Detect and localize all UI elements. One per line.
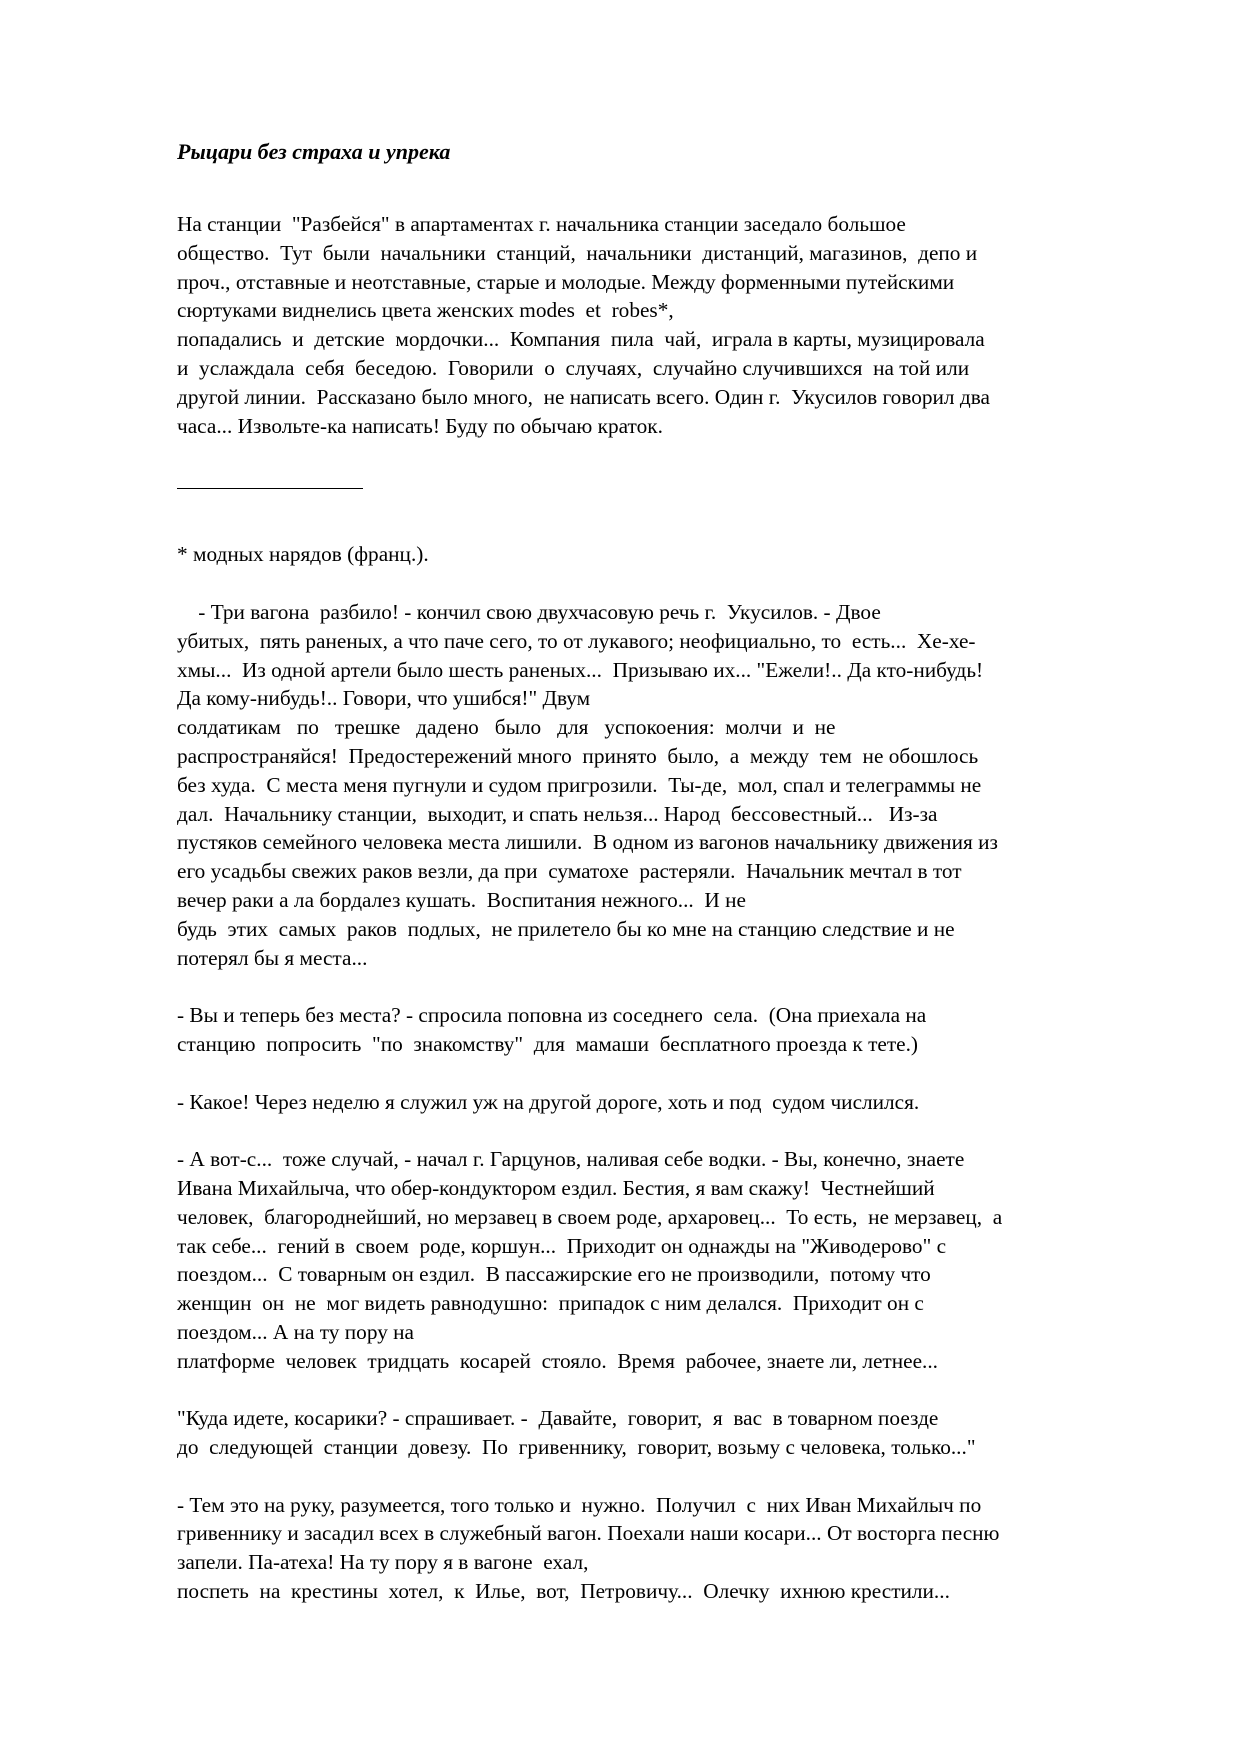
text-line: поездом... С товарным он ездил. В пассажирские его не производили, потому что [177, 1262, 931, 1287]
spacer [177, 505, 1167, 540]
text-line: - Вы и теперь без места? - спросила поповна из соседнего села. (Она приехала на [177, 1003, 927, 1028]
spacer [177, 972, 1167, 1001]
text-line: попадались и детские мордочки... Компания пила чай, играла в карты, музицировала [177, 327, 985, 352]
text-line: платформе человек тридцать косарей стояло. Время рабочее, знаете ли, летнее... [177, 1348, 938, 1373]
text-line: "Куда идете, косарики? - спрашивает. - Давайте, говорит, я вас в товарном поезде [177, 1406, 939, 1431]
text-line: поездом... А на ту пору на [177, 1319, 415, 1344]
text-line: и услаждала себя беседою. Говорили о случаях, случайно случившихся на той или [177, 355, 970, 380]
text-line: хмы... Из одной артели было шесть раненых... Призываю их... "Ежели!.. Да кто-нибудь! [177, 657, 984, 682]
text-line: так себе... гений в своем роде, коршун... Приходит он однажды на "Живодерово" с [177, 1233, 947, 1258]
spacer [177, 569, 1167, 598]
footnote: * модных нарядов (франц.). [177, 542, 429, 567]
text-line: - Тем это на руку, разумеется, того только и нужно. Получил с них Иван Михайлыч по [177, 1492, 982, 1517]
paragraph-ivan [177, 1491, 1167, 1606]
text-line: запели. Па-атеха! На ту пору я в вагоне ехал, [177, 1550, 589, 1575]
paragraph-ukusilov [177, 598, 1167, 972]
spacer [177, 1462, 1167, 1491]
spacer [177, 1375, 1167, 1404]
paragraph-reply [177, 1088, 1167, 1117]
text-line: пустяков семейного человека места лишили. В одном из вагонов начальнику движения из [177, 830, 998, 855]
text-line: солдатикам по трешке дадено было для успокоения: молчи и не [177, 715, 836, 740]
spacer [177, 1059, 1167, 1088]
spacer [177, 1116, 1167, 1145]
text-line: человек, благороднейший, но мерзавец в своем роде, архаровец... То есть, не мерзавец, а [177, 1204, 1003, 1229]
intro-paragraph [177, 210, 1167, 440]
text-line: На станции "Разбейся" в апартаментах г. начальника станции заседало большое [177, 212, 906, 236]
text-line: женщин он не мог видеть равнодушно: припадок с ним делался. Приходит он с [177, 1291, 924, 1316]
text-line: будь этих самых раков подлых, не прилетело бы ко мне на станцию следствие и не [177, 916, 955, 941]
text-line: распространяйся! Предостережений много принято было, а между тем не обошлось [177, 743, 979, 768]
text-line: без худа. С места меня пугнули и судом пригрозили. Ты-де, мол, спал и телеграммы не [177, 772, 982, 797]
spacer [177, 166, 1167, 210]
text-line: общество. Тут были начальники станций, начальники дистанций, магазинов, депо и [177, 240, 978, 265]
text-line: поспеть на крестины хотел, к Илье, вот, Петровичу... Олечку ихнюю крестили... [177, 1579, 950, 1604]
paragraph-kosariki [177, 1404, 1167, 1462]
text-line: вечер раки а ла бордалез кушать. Воспитания нежного... И не [177, 887, 746, 912]
story-title: Рыцари без страха и упрека [177, 139, 451, 164]
text-line: станцию попросить "по знакомству" для мамаши бесплатного проезда к тете.) [177, 1031, 919, 1056]
text-line: - Какое! Через неделю я служил уж на другой дороге, хоть и под судом числился. [177, 1089, 920, 1114]
text-line: сюртуками виднелись цвета женских modes et robes*, [177, 298, 674, 323]
text-line: - А вот-с... тоже случай, - начал г. Гарцунов, наливая себе водки. - Вы, конечно, знаете [177, 1147, 965, 1172]
text-line: потерял бы я места... [177, 945, 368, 970]
paragraph-popovna [177, 1001, 1167, 1059]
text-line: убитых, пять раненых, а что паче сего, то от лукавого; неофициально, то есть... Хе-хе- [177, 628, 976, 653]
text-line: дал. Начальнику станции, выходит, и спать нельзя... Народ бессовестный... Из-за [177, 801, 938, 826]
text-line: часа... Извольте-ка написать! Буду по обычаю краток. [177, 413, 663, 438]
text-line: до следующей станции довезу. По гривеннику, говорит, возьму с человека, только..." [177, 1435, 976, 1460]
footnote-separator [177, 440, 1167, 505]
text-line: Ивана Михайлыча, что обер-кондуктором ездил. Бестия, я вам скажу! Честнейший [177, 1175, 935, 1200]
paragraph-gartsunov [177, 1145, 1167, 1375]
text-line: другой линии. Рассказано было много, не написать всего. Один г. Укусилов говорил два [177, 384, 990, 409]
text-line: Да кому-нибудь!.. Говори, что ушибся!" Двум [177, 686, 591, 711]
separator-line [177, 488, 363, 489]
document-page [177, 138, 1167, 1606]
text-line: гривеннику и засадил всех в служебный вагон. Поехали наши косари... От восторга песню [177, 1521, 1000, 1546]
text-line: его усадьбы свежих раков везли, да при суматохе растеряли. Начальник мечтал в тот [177, 859, 962, 884]
text-line: проч., отставные и неотставные, старые и молодые. Между форменными путейскими [177, 269, 955, 294]
text-line: - Три вагона разбило! - кончил свою двухчасовую речь г. Укусилов. - Двое [177, 599, 881, 624]
